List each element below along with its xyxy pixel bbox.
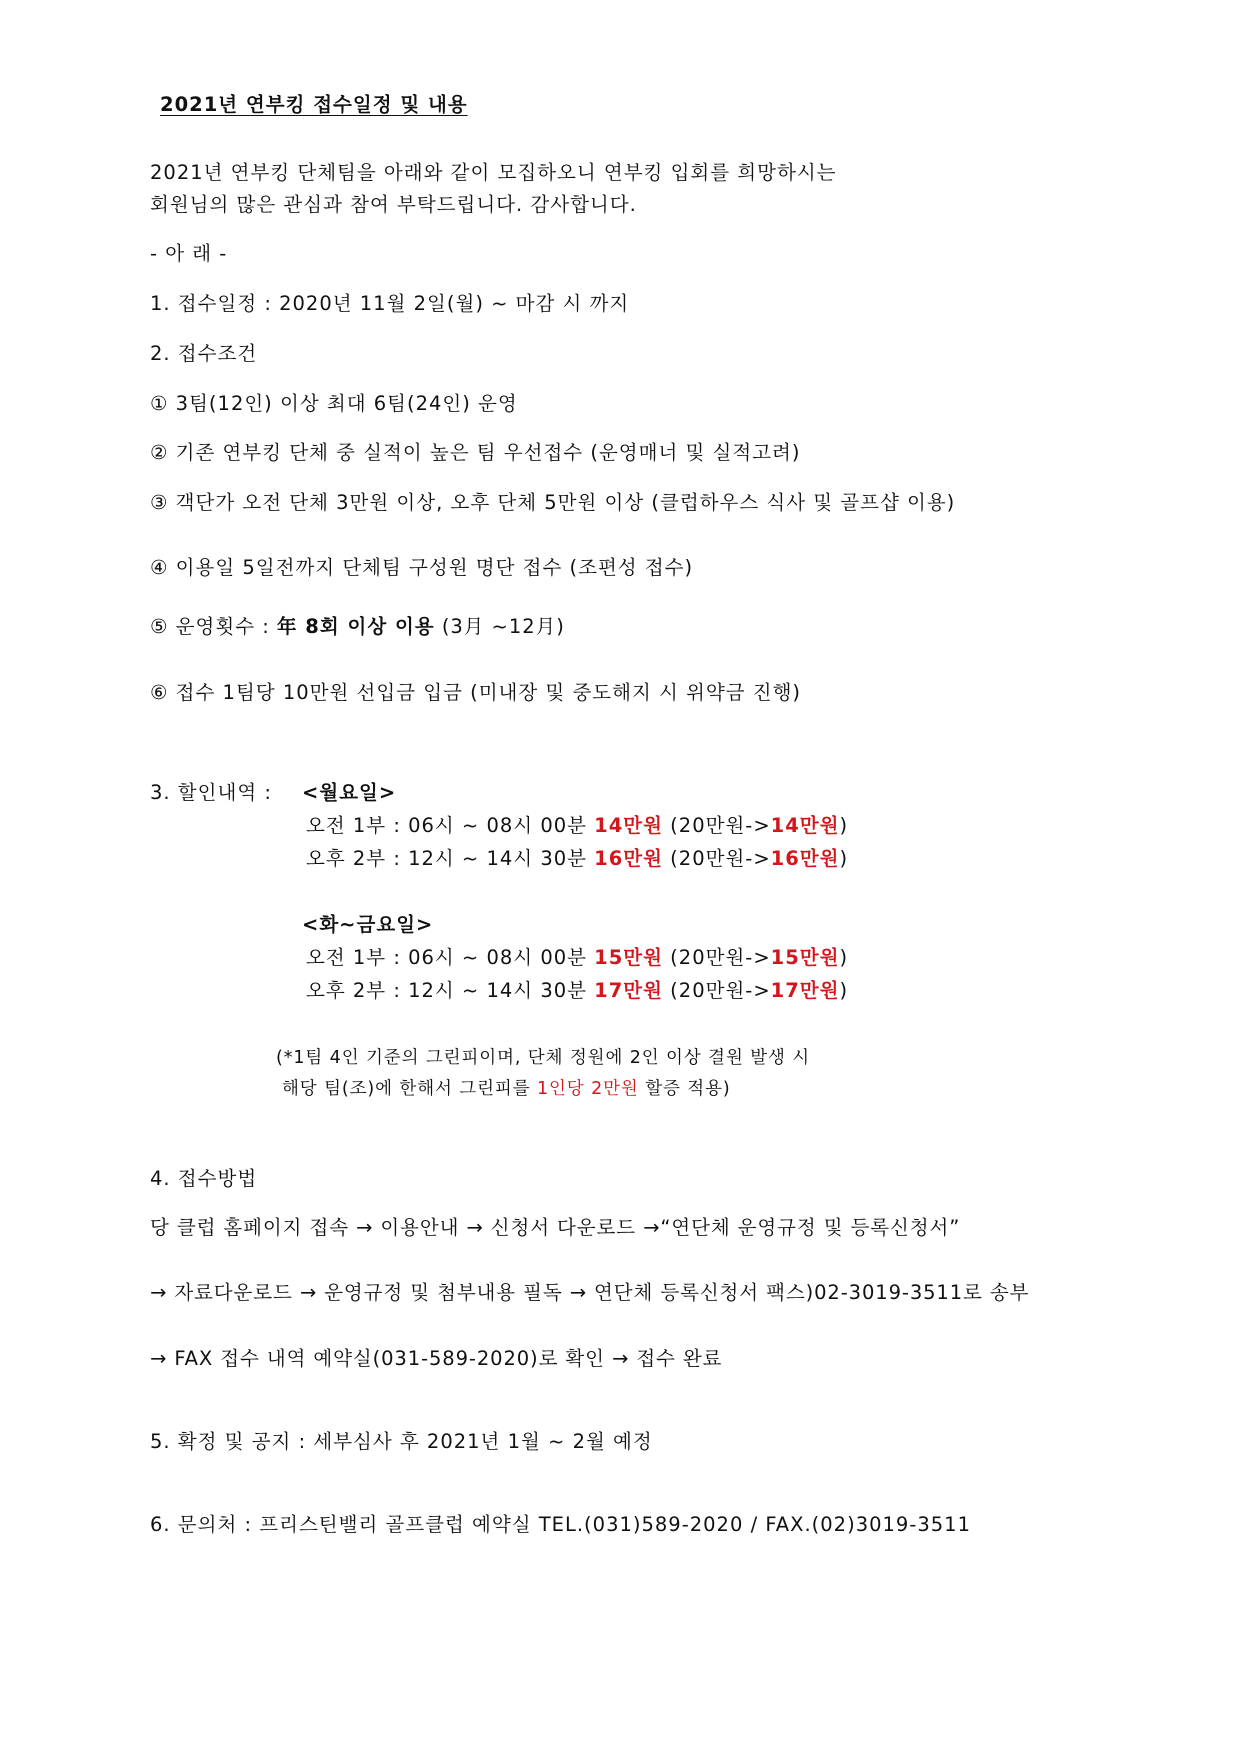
row-time: 오전 1부 : 06시 ~ 08시 00분 <box>306 946 595 969</box>
monday-row-1 <box>306 813 848 839</box>
schedule-line: 1. 접수일정 : 2020년 11월 2일(월) ~ 마감 시 까지 <box>150 292 630 315</box>
discount-label: 3. 할인내역 : <box>150 781 272 804</box>
condition-item-5 <box>150 614 565 640</box>
weekday-row-2 <box>306 978 848 1004</box>
condition-item-2: ② 기존 연부킹 단체 중 실적이 높은 팀 우선접수 (운영매너 및 실적고려) <box>150 441 801 464</box>
row-paren-price: 14만원 <box>770 814 840 837</box>
row-paren-close: ) <box>839 979 849 1002</box>
method-line-3: → FAX 접수 내역 예약실(031-589-2020)로 확인 → 접수 완료 <box>150 1347 723 1370</box>
discount-note-line-1: (*1팀 4인 기준의 그린피이며, 단체 정원에 2인 이상 결원 발생 시 <box>276 1048 811 1068</box>
note-red-amount: 1인당 2만원 <box>536 1079 639 1099</box>
method-heading: 4. 접수방법 <box>150 1167 258 1190</box>
weekday-row-1 <box>306 945 848 971</box>
row-price: 17만원 <box>594 979 663 1002</box>
row-paren-close: ) <box>839 946 849 969</box>
condition-item-5-suffix: (3月 ~12月) <box>434 615 565 638</box>
row-paren-open: (20만원-> <box>662 847 771 870</box>
row-paren-price: 16만원 <box>770 847 840 870</box>
weekday-heading: <화~금요일> <box>302 913 434 936</box>
document-title: 2021년 연부킹 접수일정 및 내용 <box>160 93 468 116</box>
confirm-line: 5. 확정 및 공지 : 세부심사 후 2021년 1월 ~ 2월 예정 <box>150 1430 653 1453</box>
row-paren-close: ) <box>839 847 849 870</box>
intro-line-2: 회원님의 많은 관심과 참여 부탁드립니다. 감사합니다. <box>150 193 637 216</box>
condition-item-4: ④ 이용일 5일전까지 단체팀 구성원 명단 접수 (조편성 접수) <box>150 556 694 579</box>
row-price: 14만원 <box>594 814 663 837</box>
method-line-2: → 자료다운로드 → 운영규정 및 첨부내용 필독 → 연단체 등록신청서 팩스)02-3019-3511로 송부 <box>150 1281 1030 1304</box>
row-paren-price: 15만원 <box>770 946 840 969</box>
monday-heading: <월요일> <box>302 781 397 804</box>
intro-line-1: 2021년 연부킹 단체팀을 아래와 같이 모집하오니 연부킹 입회를 희망하시는 <box>150 161 837 184</box>
note-prefix: 해당 팀(조)에 한해서 그린피를 <box>282 1079 537 1099</box>
note-suffix: 할증 적용) <box>638 1079 731 1099</box>
condition-item-5-bold: 年 8회 이상 이용 <box>277 615 435 638</box>
discount-note-line-2 <box>282 1076 731 1102</box>
row-price: 16만원 <box>594 847 663 870</box>
row-paren-open: (20만원-> <box>662 946 771 969</box>
row-price: 15만원 <box>594 946 663 969</box>
condition-item-3: ③ 객단가 오전 단체 3만원 이상, 오후 단체 5만원 이상 (클럽하우스 식사 및 골프샵 이용) <box>150 491 956 514</box>
row-paren-price: 17만원 <box>770 979 840 1002</box>
row-paren-open: (20만원-> <box>662 814 771 837</box>
row-paren-open: (20만원-> <box>662 979 771 1002</box>
monday-row-2 <box>306 846 848 872</box>
row-time: 오전 1부 : 06시 ~ 08시 00분 <box>306 814 595 837</box>
row-time: 오후 2부 : 12시 ~ 14시 30분 <box>306 979 595 1002</box>
row-paren-close: ) <box>839 814 849 837</box>
conditions-heading: 2. 접수조건 <box>150 342 258 365</box>
row-time: 오후 2부 : 12시 ~ 14시 30분 <box>306 847 595 870</box>
condition-item-1: ① 3팀(12인) 이상 최대 6팀(24인) 운영 <box>150 392 518 415</box>
contact-line: 6. 문의처 : 프리스틴밸리 골프클럽 예약실 TEL.(031)589-2020 / FAX.(02)3019-3511 <box>150 1513 971 1536</box>
condition-item-6: ⑥ 접수 1팀당 10만원 선입금 입금 (미내장 및 중도해지 시 위약금 진행) <box>150 681 802 704</box>
method-line-1: 당 클럽 홈페이지 접속 → 이용안내 → 신청서 다운로드 →“연단체 운영규정 및 등록신청서” <box>150 1216 961 1239</box>
condition-item-5-prefix: ⑤ 운영횟수 : <box>150 615 277 638</box>
below-label: - 아 래 - <box>150 242 228 265</box>
